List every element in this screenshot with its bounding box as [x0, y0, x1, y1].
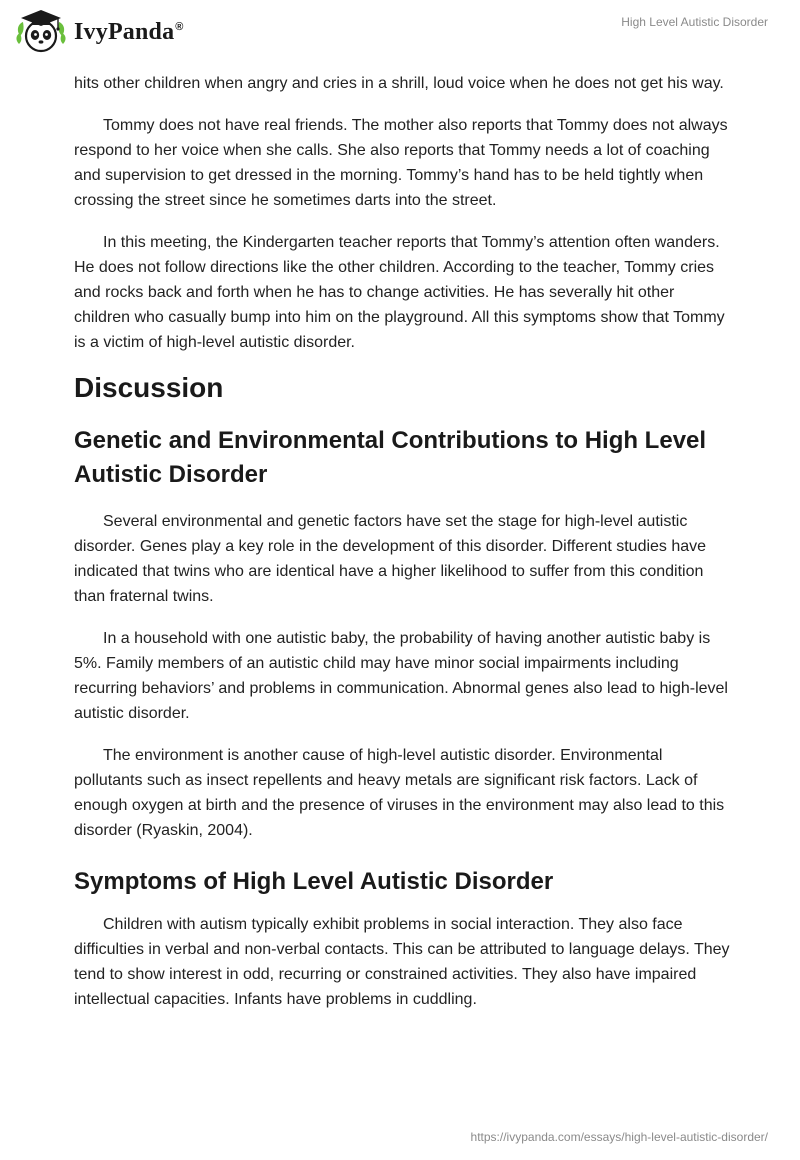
paragraph-intro-1: hits other children when angry and cries in a shrill, loud voice when he does not get his way. [74, 75, 724, 92]
document-title: High Level Autistic Disorder [621, 15, 768, 29]
paragraph-genetic-2: In a household with one autistic baby, the probability of having another autistic baby is 5%. Family members of an autistic child may have minor social impairments including recurring behaviors’ and problems in communication. Abnormal genes also lead to high-level autistic disorder. [74, 630, 728, 722]
paragraph-genetic-3: The environment is another cause of high-level autistic disorder. Environmental pollutants such as insect repellents and heavy metals are significant risk factors. Lack of enough oxygen at birth and the presence of viruses in the environment may also lead to this disorder (Ryaskin, 2004). [74, 747, 725, 839]
panda-graduation-cap-icon [16, 8, 66, 54]
registered-mark: ® [175, 20, 184, 33]
heading-genetic-environmental: Genetic and Environmental Contributions to High Level Autistic Disorder [74, 427, 707, 488]
heading-symptoms: Symptoms of High Level Autistic Disorder [74, 868, 554, 895]
heading-discussion: Discussion [74, 372, 224, 403]
ivypanda-logo-link[interactable] [16, 8, 184, 54]
paragraph-genetic-1: Several environmental and genetic factors have set the stage for high-level autistic disorder. Genes play a key role in the development of this disorder. Different studies have indicated that twins who are identical have a higher likelihood to suffer from this condition than fraternal twins. [74, 513, 707, 605]
paragraph-intro-3: In this meeting, the Kindergarten teacher reports that Tommy’s attention often wanders. He does not follow directions like the other children. According to the teacher, Tommy cries and rocks back and forth when he has to change activities. He has severally hit other children who casually bump into him on the playground. All this symptoms show that Tommy is a victim of high-level autistic disorder. [74, 234, 725, 351]
essay-content [74, 71, 734, 1029]
paragraph-symptoms-1: Children with autism typically exhibit problems in social interaction. They also face difficulties in verbal and non-verbal contacts. This can be attributed to language delays. They tend to show interest in odd, recurring or constrained activities. They also have impaired intellectual capacities. Infants have problems in cuddling. [74, 916, 730, 1008]
footer-source-url[interactable]: https://ivypanda.com/essays/high-level-autistic-disorder/ [470, 1130, 768, 1144]
paragraph-intro-2: Tommy does not have real friends. The mother also reports that Tommy does not always respond to her voice when she calls. She also reports that Tommy needs a lot of coaching and supervision to get dressed in the morning. Tommy’s hand has to be held tightly when crossing the street since he sometimes darts into the street. [74, 117, 728, 209]
page-header [0, 0, 800, 62]
brand-name: IvyPanda® [74, 18, 184, 45]
